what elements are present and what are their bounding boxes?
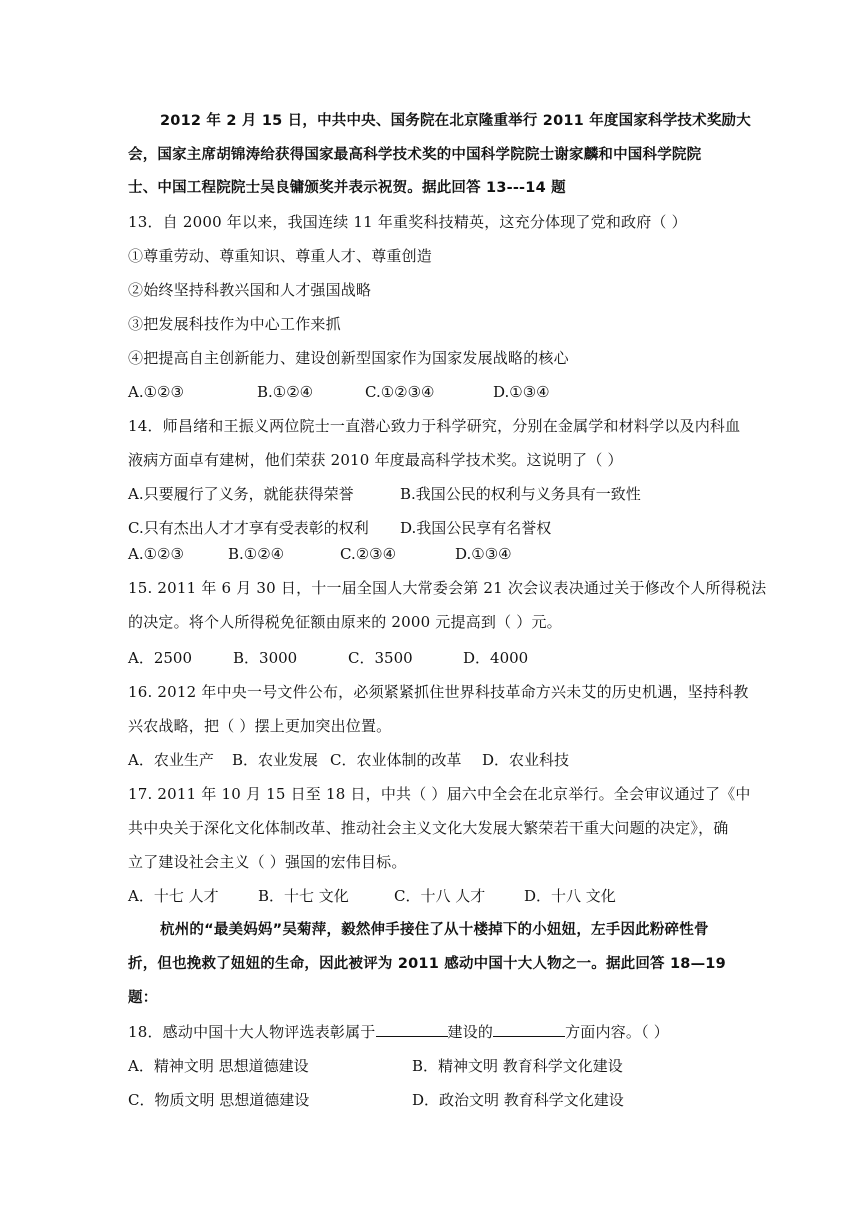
q18-stem-part-3: 方面内容。（ ） xyxy=(565,1023,669,1041)
intro2-line-1: 杭州的“最美妈妈”吴菊萍，毅然伸手接住了从十楼掉下的小妞妞，左手因此粉碎性骨 xyxy=(160,922,709,938)
q17-stem-line-2: 共中央关于深化文化体制改革、推动社会主义文化大发展大繁荣若干重大问题的决定》，确 xyxy=(128,819,729,837)
q18-stem xyxy=(128,1021,669,1043)
intro1-line-3: 士、中国工程院院士吴良镛颁奖并表示祝贺。据此回答 13---14 题 xyxy=(128,180,566,196)
q13-option-b: B.①②④ xyxy=(257,383,314,401)
q16-option-d: D．农业科技 xyxy=(482,751,570,769)
q17-option-a: A．十七 人才 xyxy=(128,887,219,905)
q15-option-b: B．3000 xyxy=(233,649,298,667)
q18-stem-part-1: 18．感动中国十大人物评选表彰属于 xyxy=(128,1023,376,1041)
q14-statement-b: B.我国公民的权利与义务具有一致性 xyxy=(400,485,641,503)
q15-option-a: A．2500 xyxy=(128,649,193,667)
q16-option-c: C．农业体制的改革 xyxy=(330,751,462,769)
q17-stem-line-1: 17. 2011 年 10 月 15 日至 18 日，中共（ ）届六中全会在北京举行。全会审议通过了《中 xyxy=(128,785,751,803)
q18-blank-1 xyxy=(376,1022,448,1037)
intro1-line-2: 会，国家主席胡锦涛给获得国家最高科学技术奖的中国科学院院士谢家麟和中国科学院院 xyxy=(128,147,702,163)
q14-stem-line-1: 14．师昌绪和王振义两位院士一直潜心致力于科学研究，分别在金属学和材料学以及内科血 xyxy=(128,417,741,435)
q17-option-d: D．十八 文化 xyxy=(524,887,616,905)
q14-statement-d: D.我国公民享有名誉权 xyxy=(400,519,552,537)
q18-option-d: D．政治文明 教育科学文化建设 xyxy=(412,1091,624,1109)
q15-option-d: D．4000 xyxy=(463,649,529,667)
q14-option-c: C.②③④ xyxy=(340,545,397,563)
q18-option-c: C．物质文明 思想道德建设 xyxy=(128,1091,310,1109)
q15-stem-line-2: 的决定。将个人所得税免征额由原来的 2000 元提高到（ ）元。 xyxy=(128,613,562,631)
q14-statement-c: C.只有杰出人才才享有受表彰的权利 xyxy=(128,519,369,537)
intro2-line-2: 折，但也挽救了妞妞的生命，因此被评为 2011 感动中国十大人物之一。据此回答 18—19 xyxy=(128,956,726,972)
q18-stem-part-2: 建设的 xyxy=(447,1023,494,1041)
q13-option-a: A.①②③ xyxy=(128,383,184,401)
q16-stem-line-1: 16. 2012 年中央一号文件公布，必须紧紧抓住世界科技革命方兴未艾的历史机遇，坚持科教 xyxy=(128,683,749,701)
q16-option-a: A．农业生产 xyxy=(128,751,214,769)
q13-option-d: D.①③④ xyxy=(493,383,550,401)
q18-option-a: A．精神文明 思想道德建设 xyxy=(128,1057,309,1075)
q13-stem: 13．自 2000 年以来，我国连续 11 年重奖科技精英，这充分体现了党和政府（ ） xyxy=(128,213,687,231)
q14-option-a: A.①②③ xyxy=(128,545,184,563)
q14-option-b: B.①②④ xyxy=(228,545,285,563)
q13-statement-1: ①尊重劳动、尊重知识、尊重人才、尊重创造 xyxy=(128,247,433,265)
q14-stem-line-2: 液病方面卓有建树，他们荣获 2010 年度最高科学技术奖。这说明了（ ） xyxy=(128,451,623,469)
q14-option-d: D.①③④ xyxy=(455,545,512,563)
q16-option-b: B．农业发展 xyxy=(232,751,319,769)
q13-statement-2: ②始终坚持科教兴国和人才强国战略 xyxy=(128,281,372,299)
q13-option-c: C.①②③④ xyxy=(365,383,435,401)
q15-stem-line-1: 15. 2011 年 6 月 30 日，十一届全国人大常委会第 21 次会议表决通过关于修改个人所得税法 xyxy=(128,579,767,597)
intro2-line-3: 题： xyxy=(128,990,158,1006)
intro1-line-1: 2012 年 2 月 15 日，中共中央、国务院在北京隆重举行 2011 年度国家科学技术奖励大 xyxy=(160,113,751,129)
q16-stem-line-2: 兴农战略，把（ ）摆上更加突出位置。 xyxy=(128,717,392,735)
q17-stem-line-3: 立了建设社会主义（ ）强国的宏伟目标。 xyxy=(128,853,407,871)
q17-option-c: C．十八 人才 xyxy=(394,887,486,905)
q17-option-b: B．十七 文化 xyxy=(258,887,349,905)
q18-option-b: B．精神文明 教育科学文化建设 xyxy=(412,1057,623,1075)
q13-statement-4: ④把提高自主创新能力、建设创新型国家作为国家发展战略的核心 xyxy=(128,349,569,367)
q13-statement-3: ③把发展科技作为中心工作来抓 xyxy=(128,315,341,333)
q18-blank-2 xyxy=(493,1022,565,1037)
q15-option-c: C．3500 xyxy=(348,649,413,667)
q14-statement-a: A.只要履行了义务，就能获得荣誉 xyxy=(128,485,354,503)
